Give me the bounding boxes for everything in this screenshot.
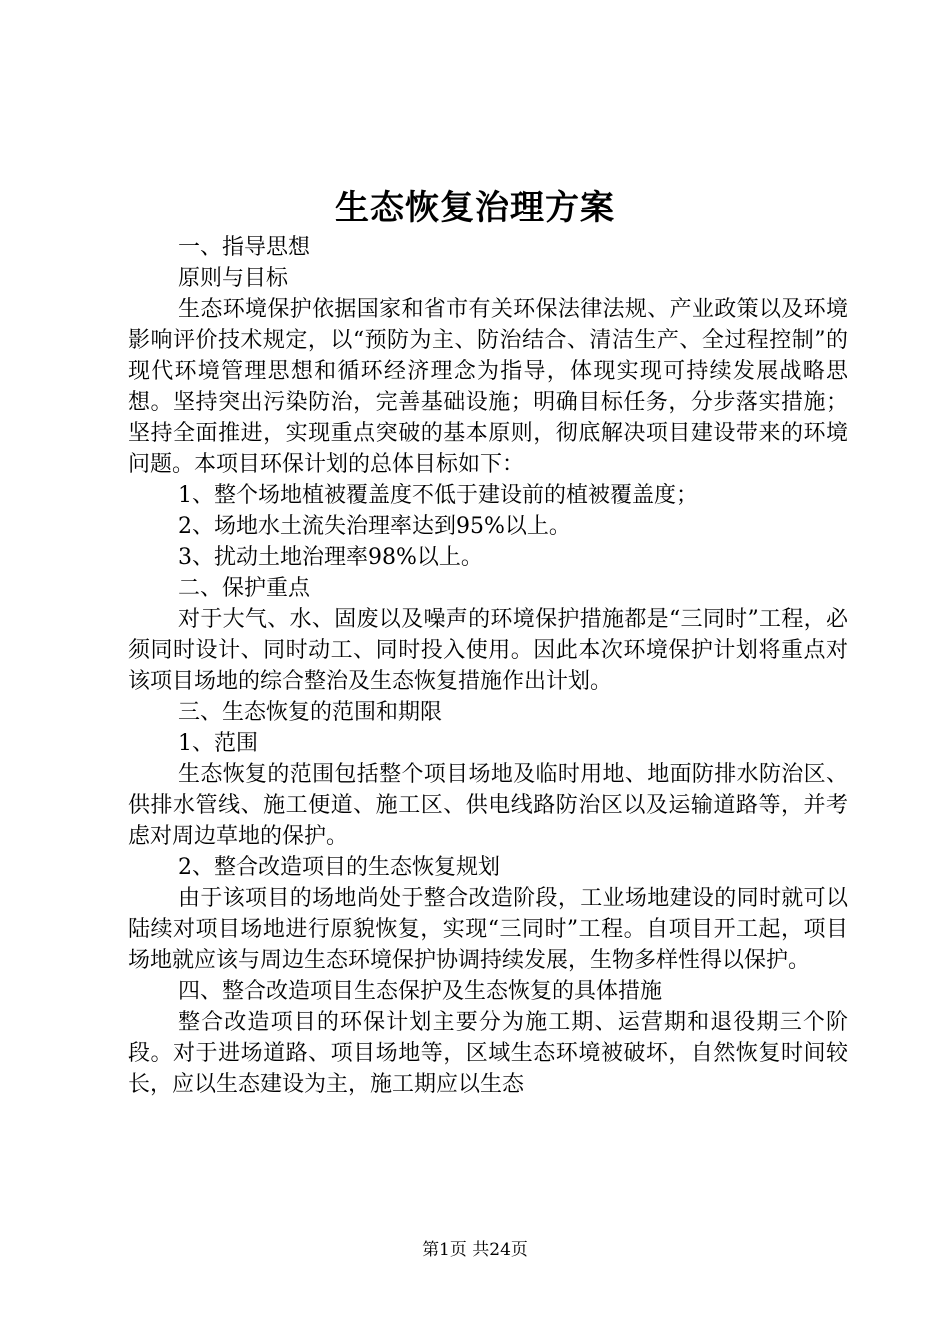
paragraph-restoration-plan: 由于该项目的场地尚处于整合改造阶段，工业场地建设的同时就可以陆续对项目场地进行原貌恢复，实现“三同时”工程。自项目开工起，项目场地就应该与周边生态环境保护协调持续发展，生物多样性得以保护。 xyxy=(128,886,848,973)
paragraph-principles: 生态环境保护依据国家和省市有关环保法律法规、产业政策以及环境影响评价技术规定，以“预防为主、防治结合、清洁生产、全过程控制”的现代环境管理思想和循环经济理念为指导，体现实现可持续发展战略思想。坚持突出污染防治，完善基础设施；明确目标任务，分步落实措施；坚持全面推进，实现重点突破的基本原则，彻底解决项目建设带来的环境问题。本项目环保计划的总体目标如下： xyxy=(128,297,848,477)
paragraph-scope: 生态恢复的范围包括整个项目场地及临时用地、地面防排水防治区、供排水管线、施工便道、施工区、供电线路防治区以及运输道路等，并考虑对周边草地的保护。 xyxy=(128,762,848,849)
goal-item-1: 1、整个场地植被覆盖度不低于建设前的植被覆盖度； xyxy=(178,483,698,508)
goal-item-2: 2、场地水土流失治理率达到95%以上。 xyxy=(178,514,571,539)
subheading-restoration-plan: 2、整合改造项目的生态恢复规划 xyxy=(178,855,500,880)
subheading-scope: 1、范围 xyxy=(178,731,258,756)
heading-guiding-thought: 一、指导思想 xyxy=(178,235,311,260)
heading-specific-measures: 四、整合改造项目生态保护及生态恢复的具体措施 xyxy=(178,979,663,1004)
subheading-principles-goals: 原则与目标 xyxy=(178,266,289,291)
goal-item-3: 3、扰动土地治理率98%以上。 xyxy=(178,545,483,570)
document-title: 生态恢复治理方案 xyxy=(335,188,615,228)
heading-protection-focus: 二、保护重点 xyxy=(178,576,311,601)
heading-scope-period: 三、生态恢复的范围和期限 xyxy=(178,700,443,725)
page-number-footer: 第1页 共24页 xyxy=(422,1240,528,1260)
paragraph-specific-measures: 整合改造项目的环保计划主要分为施工期、运营期和退役期三个阶段。对于进场道路、项目场地等，区域生态环境被破坏，自然恢复时间较长，应以生态建设为主，施工期应以生态 xyxy=(128,1010,848,1097)
document-body xyxy=(128,232,848,1100)
paragraph-protection-focus: 对于大气、水、固废以及噪声的环境保护措施都是“三同时”工程，必须同时设计、同时动工、同时投入使用。因此本次环境保护计划将重点对该项目场地的综合整治及生态恢复措施作出计划。 xyxy=(128,607,848,694)
